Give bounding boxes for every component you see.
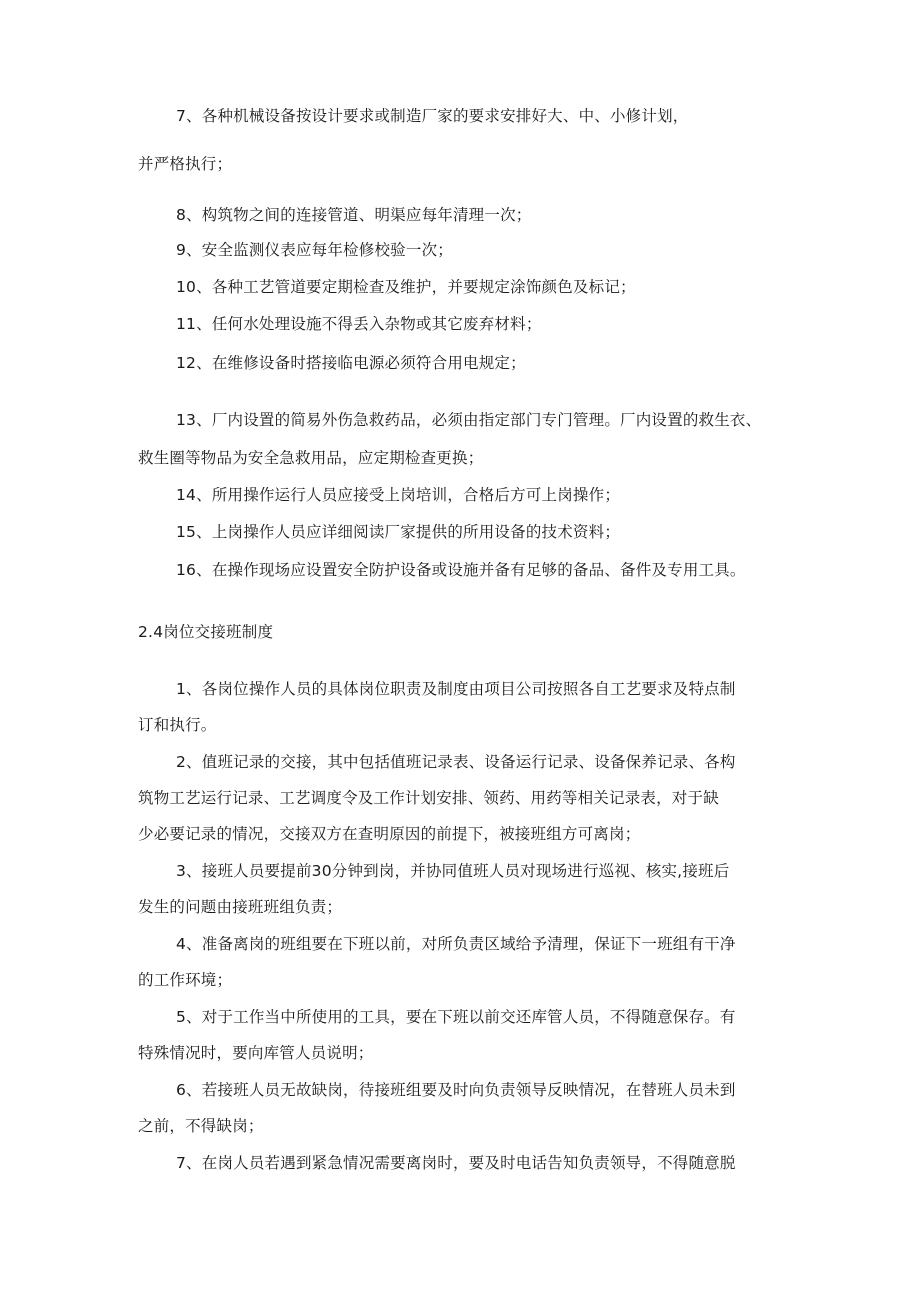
rule-4-line-1: 4、准备离岗的班组要在下班以前，对所负责区域给予清理，保证下一班组有干净: [176, 935, 736, 953]
rule-6-line-1: 6、若接班人员无故缺岗，待接班组要及时向负责领导反映情况，在替班人员未到: [176, 1081, 736, 1099]
item-14: 14、所用操作运行人员应接受上岗培训，合格后方可上岗操作；: [176, 486, 621, 504]
item-9: 9、安全监测仪表应每年检修校验一次；: [176, 241, 453, 259]
rule-2-line-3: 少必要记录的情况，交接双方在查明原因的前提下，被接班组方可离岗；: [138, 825, 641, 843]
item-13-line-2: 救生圈等物品为安全急救用品，应定期检查更换；: [138, 449, 484, 467]
item-15: 15、上岗操作人员应详细阅读厂家提供的所用设备的技术资料；: [176, 523, 621, 541]
rule-4-line-2: 的工作环境；: [138, 971, 233, 989]
item-11: 11、任何水处理设施不得丢入杂物或其它废弃材料；: [176, 315, 542, 333]
rule-2-line-2: 筑物工艺运行记录、工艺调度令及工作计划安排、领药、用药等相关记录表，对于缺: [138, 789, 719, 807]
rule-6-line-2: 之前，不得缺岗；: [138, 1117, 264, 1135]
item-16: 16、在操作现场应设置安全防护设备或设施并备有足够的备品、备件及专用工具。: [176, 561, 746, 579]
item-7-line-1: 7、各种机械设备按设计要求或制造厂家的要求安排好大、中、小修计划，: [176, 107, 689, 125]
rule-5-line-2: 特殊情况时，要向库管人员说明；: [138, 1044, 374, 1062]
section-heading: 2.4岗位交接班制度: [138, 623, 274, 641]
rule-1-line-1: 1、各岗位操作人员的具体岗位职责及制度由项目公司按照各自工艺要求及特点制: [176, 680, 736, 698]
item-10: 10、各种工艺管道要定期检查及维护，并要规定涂饰颜色及标记；: [176, 278, 636, 296]
item-8: 8、构筑物之间的连接管道、明渠应每年清理一次；: [176, 206, 532, 224]
rule-2-line-1: 2、值班记录的交接，其中包括值班记录表、设备运行记录、设备保养记录、各构: [176, 753, 736, 771]
rule-5-line-1: 5、对于工作当中所使用的工具，要在下班以前交还库管人员，不得随意保存。有: [176, 1008, 736, 1026]
item-13-line-1: 13、厂内设置的简易外伤急救药品，必须由指定部门专门管理。厂内设置的救生衣、: [176, 411, 762, 429]
item-12: 12、在维修设备时搭接临电源必须符合用电规定；: [176, 354, 526, 372]
rule-7-line-1: 7、在岗人员若遇到紧急情况需要离岗时，要及时电话告知负责领导，不得随意脱: [176, 1154, 736, 1172]
rule-3-line-2: 发生的问题由接班班组负责；: [138, 898, 343, 916]
item-7-line-2: 并严格执行；: [138, 155, 233, 173]
rule-1-line-2: 订和执行。: [138, 716, 217, 734]
rule-3-line-1: 3、接班人员要提前30分钟到岗，并协同值班人员对现场进行巡视、核实,接班后: [176, 862, 730, 880]
